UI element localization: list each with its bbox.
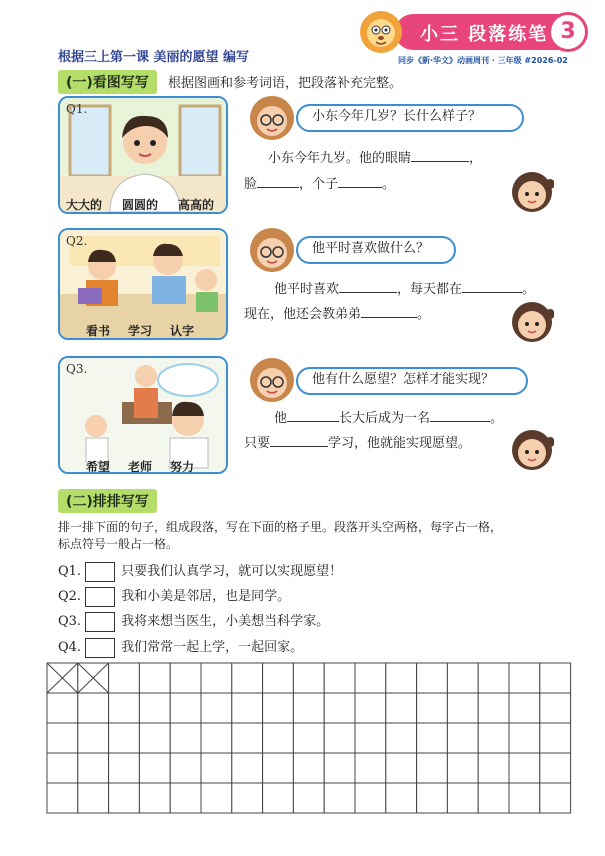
grid-cell[interactable]: [355, 783, 386, 813]
q2-text-c: 。: [522, 282, 536, 297]
grid-cell[interactable]: [170, 693, 201, 723]
q3-blank-how[interactable]: [270, 434, 328, 447]
grid-cell[interactable]: [139, 723, 170, 753]
section1-tag: (一)看图写写: [58, 70, 157, 94]
sentence-q3-order-box[interactable]: [85, 612, 115, 632]
student-avatar-icon: [510, 170, 554, 214]
q3-answer-line2: [244, 432, 471, 451]
q1-text-b: ，: [469, 151, 483, 166]
q3-text-c: 。: [490, 411, 504, 426]
banner-title: 小三 段落练笔: [420, 24, 549, 45]
q2-label: Q2.: [66, 234, 88, 248]
grid-cell[interactable]: [293, 783, 324, 813]
sentence-q3-text: 我将来想当医生，小美想当科学家。: [121, 614, 330, 629]
grid-cell[interactable]: [170, 663, 201, 693]
q2-text-b: ，每天都在: [397, 282, 463, 297]
q1-text-d: ，个子: [299, 177, 339, 192]
grid-cell[interactable]: [540, 783, 571, 813]
q3-question-bubble: 他有什么愿望？怎样才能实现？: [296, 367, 528, 395]
q2-text-a: 他平时喜欢: [274, 282, 340, 297]
grid-cell[interactable]: [386, 753, 417, 783]
section2-instruction-line2: 标点符号一般占一格。: [58, 537, 179, 551]
grid-cell[interactable]: [293, 693, 324, 723]
q3-text-a: 他: [274, 411, 288, 426]
grid-cell[interactable]: [201, 723, 232, 753]
grid-cell[interactable]: [478, 723, 509, 753]
publication-line: 同步《新·华文》动画周刊 · 三年级 #2026-02: [398, 56, 568, 65]
q1-blank-height[interactable]: [338, 175, 382, 188]
grid-cell[interactable]: [324, 783, 355, 813]
grid-cell[interactable]: [109, 693, 140, 723]
sentence-q4-order-box[interactable]: [85, 638, 115, 658]
grid-cell[interactable]: [139, 693, 170, 723]
q3-text-d: 只要: [244, 436, 271, 451]
q3-label: Q3.: [66, 362, 88, 376]
grid-cell[interactable]: [47, 753, 78, 783]
grid-cell[interactable]: [447, 723, 478, 753]
grid-cell[interactable]: [417, 723, 448, 753]
grid-cell[interactable]: [540, 663, 571, 693]
grid-cell[interactable]: [509, 783, 540, 813]
grid-cell[interactable]: [478, 693, 509, 723]
q3-keyword-2: 老师: [128, 460, 153, 474]
grid-cell[interactable]: [447, 753, 478, 783]
q3-text-e: 学习，他就能实现愿望。: [328, 436, 472, 451]
grid-cell[interactable]: [324, 723, 355, 753]
grid-cell[interactable]: [232, 723, 263, 753]
sentence-q3: [58, 610, 329, 632]
grid-cell[interactable]: [263, 723, 294, 753]
writing-grid[interactable]: [46, 662, 572, 814]
grid-cell[interactable]: [355, 663, 386, 693]
q1-blank-eyes[interactable]: [411, 149, 469, 162]
grid-cell[interactable]: [109, 723, 140, 753]
grid-cell[interactable]: [47, 693, 78, 723]
teacher-avatar-icon: [248, 226, 296, 274]
section2-tag: (二)排排写写: [58, 489, 157, 513]
grid-cell[interactable]: [386, 783, 417, 813]
grid-cell[interactable]: [447, 663, 478, 693]
grid-cell[interactable]: [232, 663, 263, 693]
grid-cell[interactable]: [355, 753, 386, 783]
grid-cell[interactable]: [386, 723, 417, 753]
grid-cell[interactable]: [232, 753, 263, 783]
grid-cell[interactable]: [109, 783, 140, 813]
sentence-q1-order-box[interactable]: [85, 562, 115, 582]
grid-cell[interactable]: [417, 753, 448, 783]
issue-badge: 3: [548, 12, 588, 52]
q3-keyword-1: 希望: [86, 460, 111, 474]
q2-text-e: 。: [417, 307, 431, 322]
grid-cell[interactable]: [417, 783, 448, 813]
grid-cell[interactable]: [263, 753, 294, 783]
grid-cell[interactable]: [78, 783, 109, 813]
q3-picture: [58, 356, 228, 474]
q2-blank-hobby[interactable]: [339, 280, 397, 293]
student-avatar-icon: [510, 428, 554, 472]
q2-text-d: 现在，他还会教弟弟: [244, 307, 362, 322]
section1-instruction: 根据图画和参考词语，把段落补充完整。: [168, 76, 403, 91]
sentence-q4-label: Q4.: [58, 640, 82, 655]
sentence-q4-text: 我们常常一起上学，一起回家。: [121, 640, 304, 655]
grid-cell[interactable]: [263, 663, 294, 693]
grid-cell[interactable]: [47, 783, 78, 813]
q1-text-e: 。: [382, 177, 396, 192]
grid-cell[interactable]: [232, 783, 263, 813]
grid-cell[interactable]: [109, 753, 140, 783]
q2-picture: [58, 228, 228, 340]
grid-cell[interactable]: [170, 723, 201, 753]
q1-answer-line1: [268, 147, 482, 166]
sentence-q1-text: 只要我们认真学习，就可以实现愿望！: [121, 564, 343, 579]
q3-text-b: 长大后成为一名: [339, 411, 431, 426]
grid-cell[interactable]: [78, 753, 109, 783]
grid-cell[interactable]: [139, 753, 170, 783]
grid-cell[interactable]: [478, 783, 509, 813]
grid-cell[interactable]: [509, 663, 540, 693]
grid-cell[interactable]: [232, 693, 263, 723]
grid-cell[interactable]: [355, 693, 386, 723]
grid-cell[interactable]: [139, 663, 170, 693]
sentence-q3-label: Q3.: [58, 614, 82, 629]
q2-question-bubble: 他平时喜欢做什么？: [296, 236, 456, 264]
sentence-q1: [58, 560, 342, 582]
grid-cell[interactable]: [324, 753, 355, 783]
q1-picture: [58, 96, 228, 214]
student-avatar-icon: [510, 300, 554, 344]
grid-cell[interactable]: [355, 723, 386, 753]
grid-cell[interactable]: [263, 783, 294, 813]
grid-cell[interactable]: [170, 783, 201, 813]
q2-blank-teach[interactable]: [361, 305, 417, 318]
grid-cell[interactable]: [324, 693, 355, 723]
q3-blank-who[interactable]: [287, 409, 339, 422]
grid-cell[interactable]: [78, 723, 109, 753]
grid-cell[interactable]: [447, 783, 478, 813]
grid-cell[interactable]: [293, 723, 324, 753]
section2-instruction-line1: 排一排下面的句子，组成段落，写在下面的格子里。段落开头空两格，每字占一格，: [58, 520, 503, 534]
grid-cell[interactable]: [201, 783, 232, 813]
grid-cell[interactable]: [509, 693, 540, 723]
sentence-q2-text: 我和小美是邻居，也是同学。: [121, 589, 291, 604]
grid-cell[interactable]: [201, 663, 232, 693]
q1-question-bubble: 小东今年几岁？长什么样子？: [296, 104, 524, 132]
q2-blank-daily[interactable]: [462, 280, 522, 293]
q1-label: Q1.: [66, 102, 88, 116]
grid-cell[interactable]: [201, 753, 232, 783]
grid-cell[interactable]: [447, 693, 478, 723]
grid-cell[interactable]: [293, 753, 324, 783]
q1-keyword-2: 圆圆的: [122, 198, 159, 212]
sentence-q2-label: Q2.: [58, 589, 82, 604]
grid-cell[interactable]: [263, 693, 294, 723]
q1-text-a: 小东今年九岁。他的眼睛: [268, 151, 412, 166]
q2-answer-line1: [274, 278, 535, 297]
grid-cell[interactable]: [386, 693, 417, 723]
q3-keyword-3: 努力: [170, 460, 195, 474]
grid-cell[interactable]: [509, 753, 540, 783]
grid-cell[interactable]: [540, 693, 571, 723]
grid-cell[interactable]: [78, 693, 109, 723]
grid-cell[interactable]: [417, 693, 448, 723]
grid-cell[interactable]: [478, 663, 509, 693]
q1-text-c: 脸: [244, 177, 258, 192]
grid-cell[interactable]: [201, 693, 232, 723]
grid-cell[interactable]: [47, 723, 78, 753]
teacher-avatar-icon: [248, 94, 296, 142]
source-line: 根据三上第一课 美丽的愿望 编写: [58, 50, 250, 65]
q2-keyword-3: 认字: [170, 324, 195, 338]
sentence-q4: [58, 636, 303, 658]
grid-cell[interactable]: [170, 753, 201, 783]
grid-cell[interactable]: [509, 723, 540, 753]
grid-cell[interactable]: [540, 753, 571, 783]
grid-cell[interactable]: [540, 723, 571, 753]
q1-answer-line2: [244, 173, 395, 192]
grid-cell[interactable]: [109, 663, 140, 693]
teacher-avatar-icon: [248, 356, 296, 404]
grid-cell[interactable]: [386, 663, 417, 693]
q3-blank-job[interactable]: [430, 409, 490, 422]
grid-cell[interactable]: [478, 753, 509, 783]
q2-keyword-2: 学习: [128, 324, 153, 338]
lion-mascot-icon: [355, 8, 407, 56]
grid-cell[interactable]: [324, 663, 355, 693]
sentence-q2: [58, 585, 290, 607]
sentence-q2-order-box[interactable]: [85, 587, 115, 607]
q1-blank-face[interactable]: [257, 175, 299, 188]
grid-cell[interactable]: [417, 663, 448, 693]
grid-cell[interactable]: [293, 663, 324, 693]
q2-keyword-1: 看书: [86, 324, 111, 338]
grid-cell[interactable]: [139, 783, 170, 813]
q1-keyword-3: 高高的: [178, 198, 215, 212]
q2-answer-line2: [244, 303, 430, 322]
q3-answer-line1: [274, 407, 503, 426]
q1-keyword-1: 大大的: [66, 198, 103, 212]
sentence-q1-label: Q1.: [58, 564, 82, 579]
